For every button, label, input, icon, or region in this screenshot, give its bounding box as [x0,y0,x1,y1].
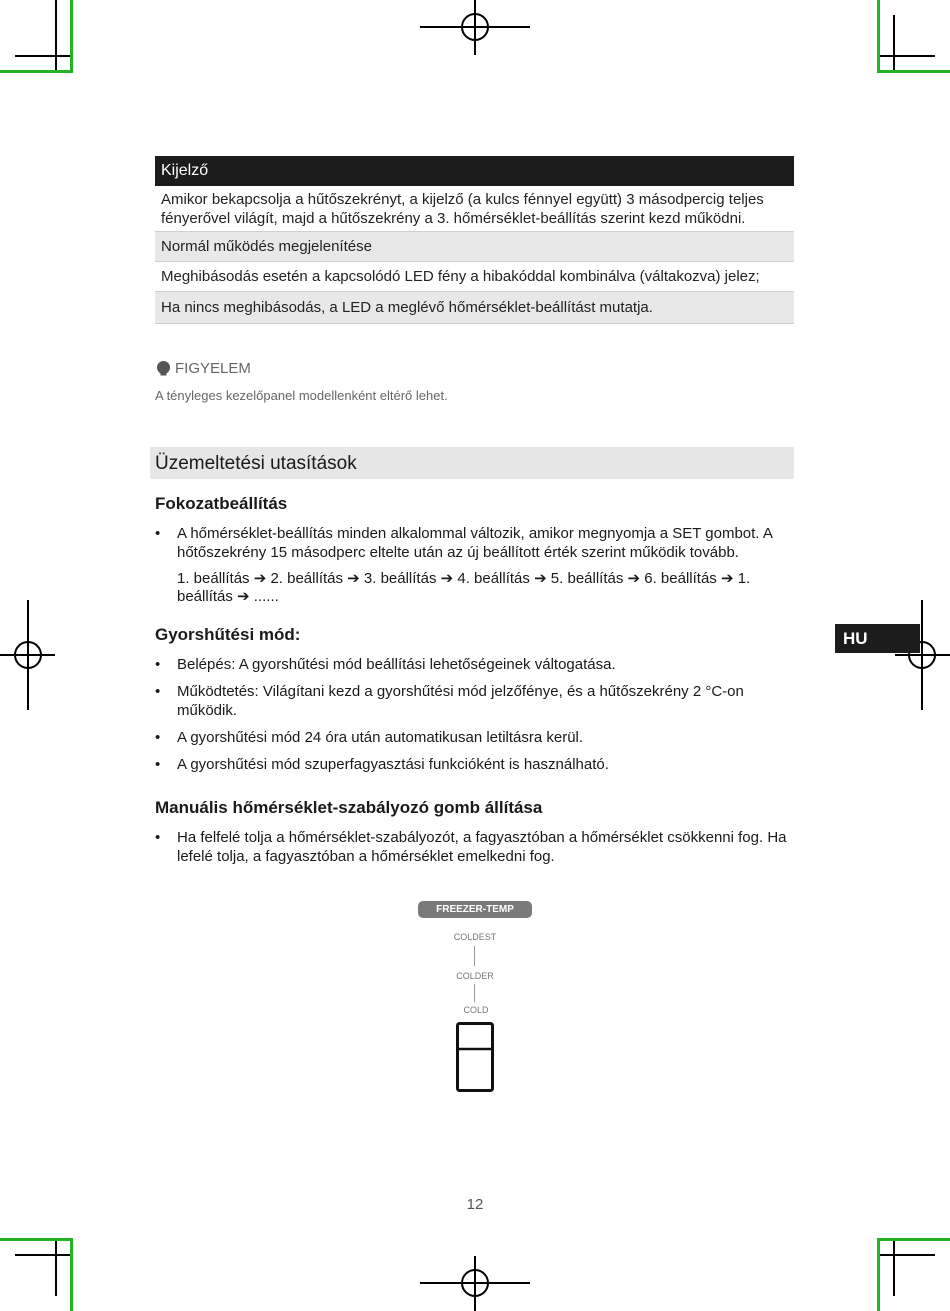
display-intro: Amikor bekapcsolja a hűtőszekrényt, a kijelző (a kulcs fénnyel együtt) 3 másodpercig teljes fényerővel világít, majd a hűtőszekrény a 3. hőmérséklet-beállítás szerint kezd működni. [155,186,794,232]
table-row: Ha nincs meghibásodás, a LED a meglévő hőmérséklet-beállítást mutatja. [155,292,794,324]
freezer-scale-line [474,946,475,966]
level-steps: 1. beállítás ➔ 2. beállítás ➔ 3. beállítás ➔ 4. beállítás ➔ 5. beállítás ➔ 6. beállítás ➔ 1. beállítás ➔ ...... [177,570,751,605]
manual-heading: Manuális hőmérséklet-szabályozó gomb állítása [155,798,543,817]
language-tab: HU [835,624,920,653]
section-title: Üzemeltetési utasítások [155,453,357,474]
attention-title [156,360,251,377]
page-number: 12 [466,1196,484,1213]
display-table-title: Kijelző [155,156,794,186]
crop-mark-icon [878,1254,935,1256]
freezer-level-coldest: COLDEST [453,932,497,942]
crop-mark-icon [15,55,72,57]
crop-mark-icon [877,1238,880,1311]
freezer-temp-label: FREEZER-TEMP [418,901,532,918]
crop-mark-icon [893,15,895,72]
crop-mark-icon [55,1239,57,1296]
crop-mark-icon [893,1239,895,1296]
crop-mark-icon [70,1238,73,1311]
quick-heading: Gyorshűtési mód: [155,625,301,644]
freezer-scale-line [474,984,475,1002]
registration-mark-icon [14,641,42,669]
freezer-level-cold: COLD [463,1005,489,1015]
table-row: Normál működés megjelenítése [155,232,794,262]
crop-mark-icon [0,70,73,73]
registration-mark-icon [461,13,489,41]
attention-text: A tényleges kezelőpanel modellenként eltérő lehet. [155,388,448,403]
crop-mark-icon [0,1238,73,1241]
display-table [155,156,794,324]
crop-mark-icon [877,0,880,73]
crop-mark-icon [15,1254,72,1256]
crop-mark-icon [878,55,935,57]
crop-mark-icon [877,70,950,73]
registration-mark-icon [461,1269,489,1297]
attention-label: FIGYELEM [175,360,251,377]
fridge-icon [456,1022,494,1097]
crop-mark-icon [70,0,73,73]
crop-mark-icon [55,0,57,72]
level-heading: Fokozatbeállítás [155,494,288,513]
crop-mark-icon [877,1238,950,1241]
freezer-level-colder: COLDER [456,971,494,981]
bulb-icon [156,361,171,376]
table-row: Meghibásodás esetén a kapcsolódó LED fény a hibakóddal kombinálva (váltakozva) jelez; [155,262,794,292]
